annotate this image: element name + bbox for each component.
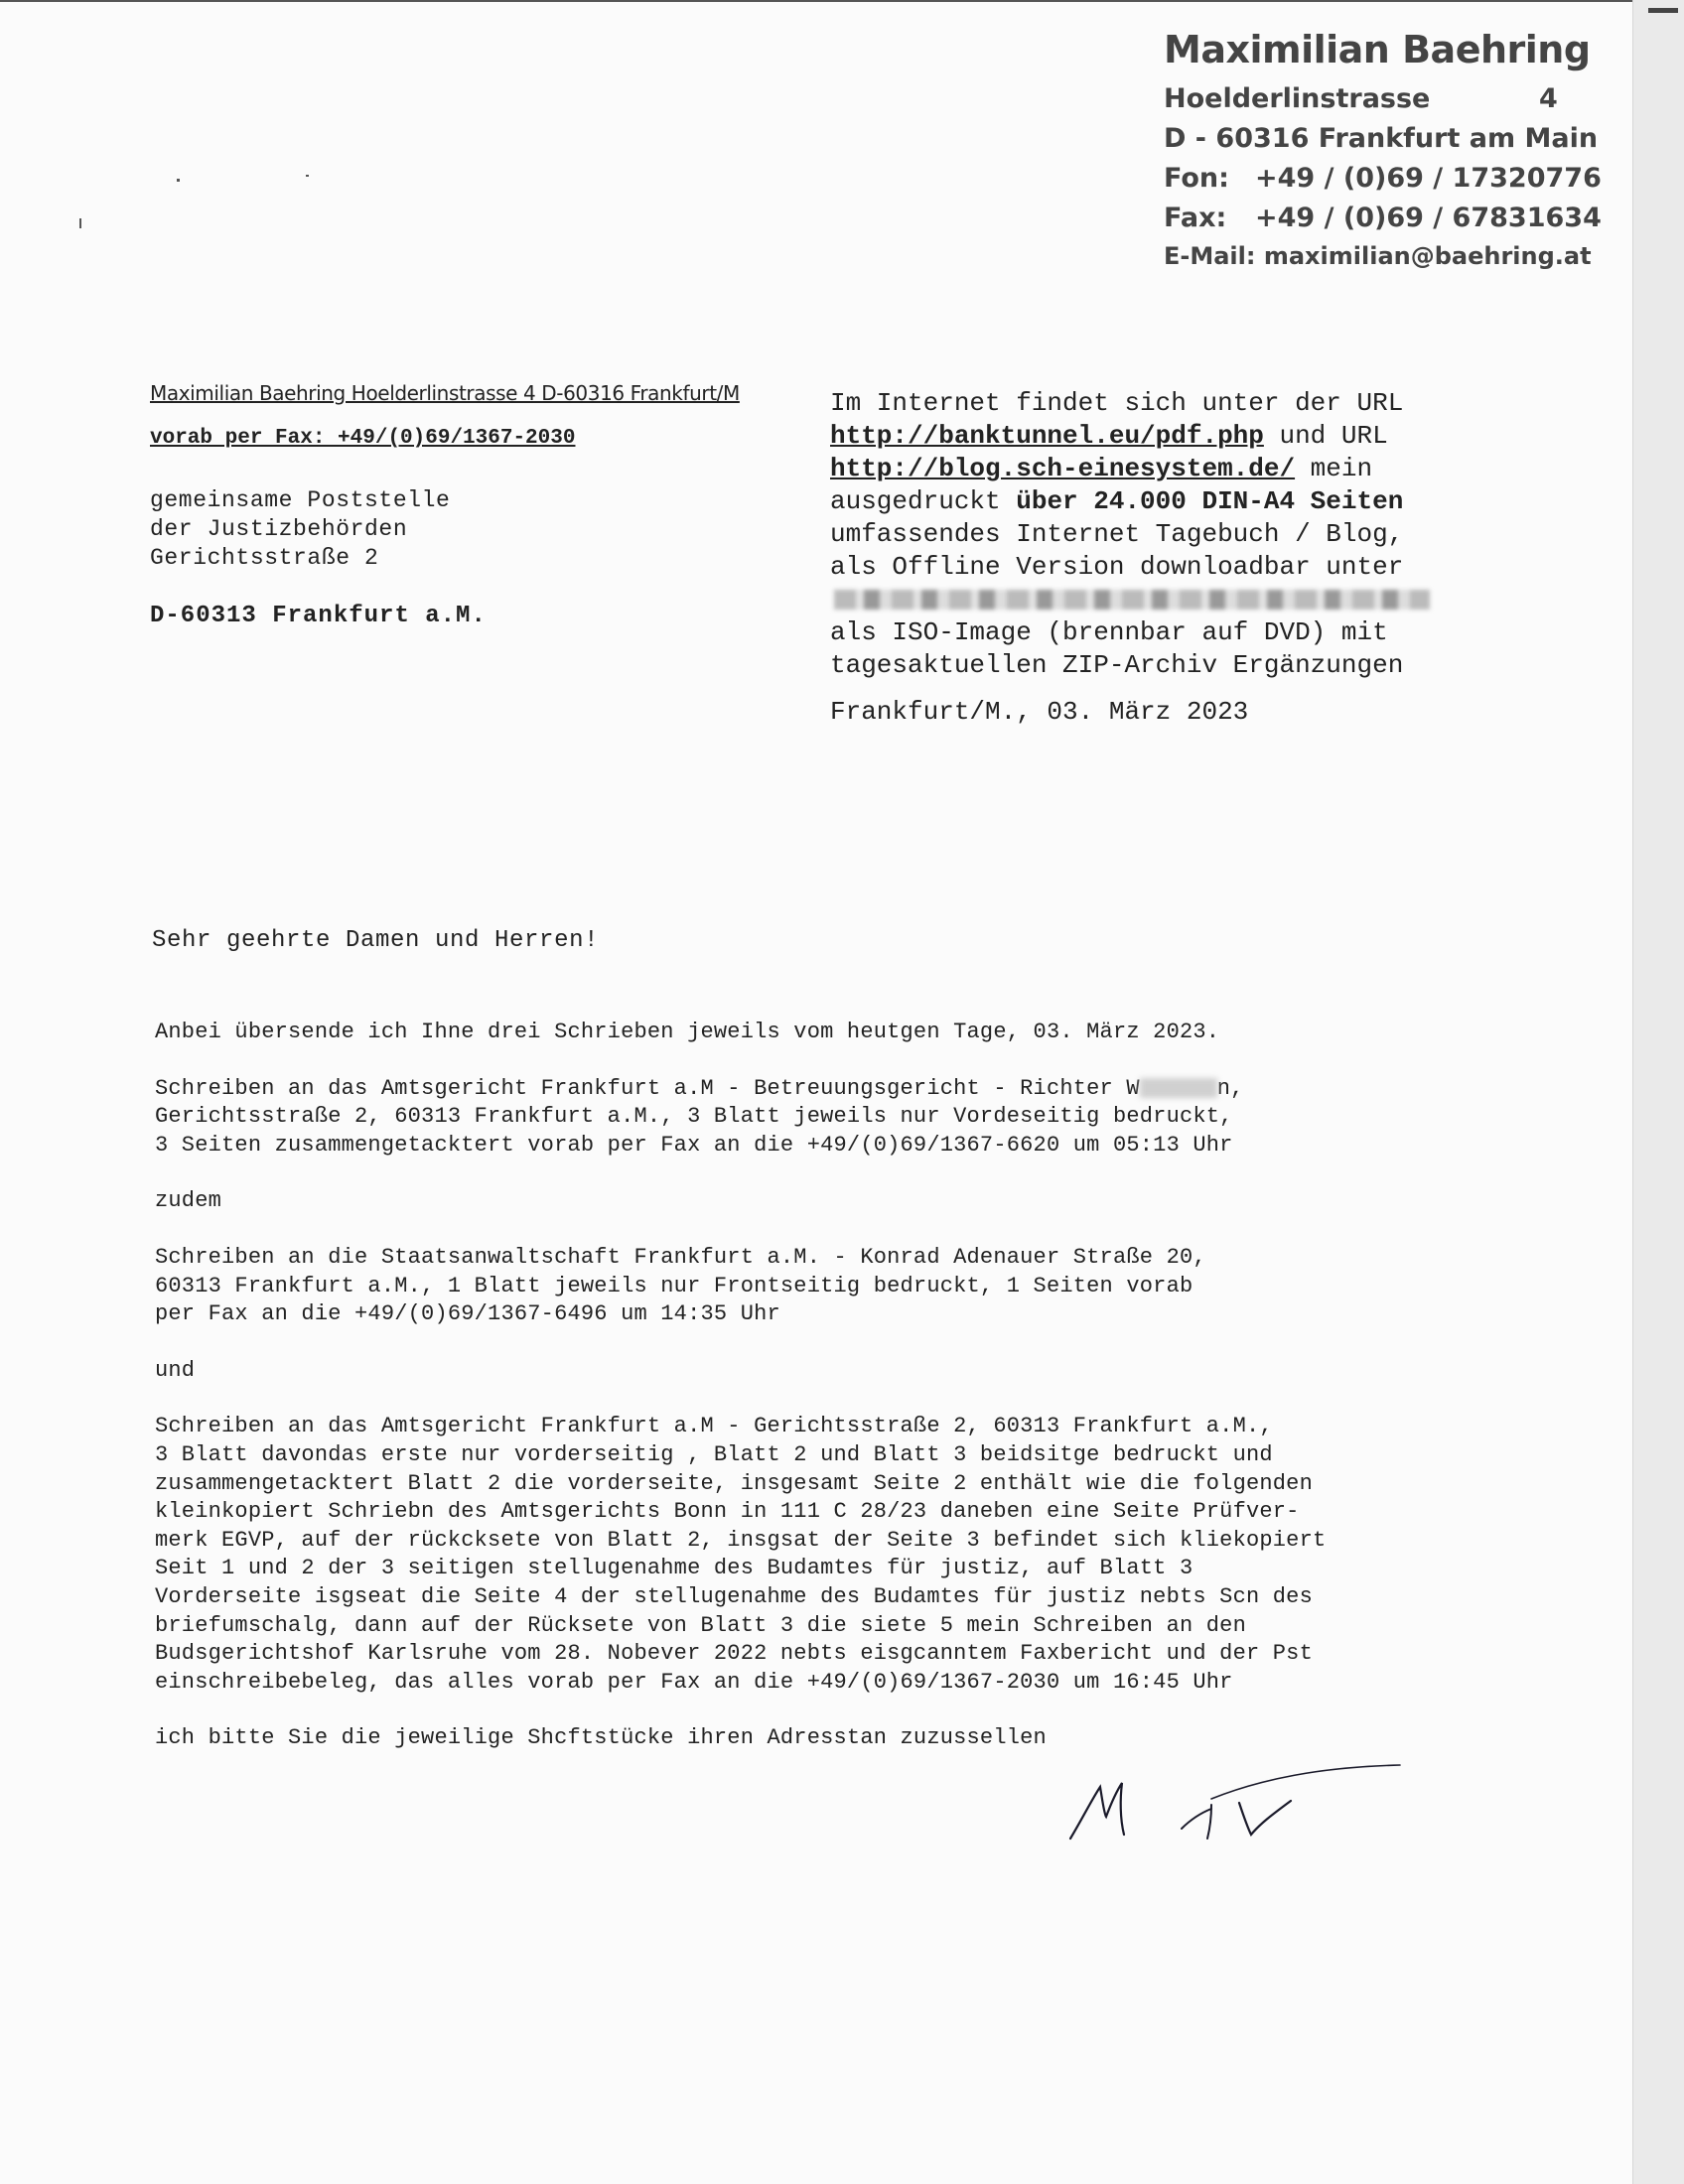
- body-line: [155, 1075, 1545, 1104]
- body-line: Seit 1 und 2 der 3 seitigen stellugenahme des Budamtes für justiz, auf Blatt 3: [155, 1556, 1193, 1581]
- body-line: Schreiben an das Amtsgericht Frankfurt a.M - Gerichtsstraße 2, 60313 Frankfurt a.M.,: [155, 1414, 1273, 1439]
- letterhead-fax-line: [1164, 199, 1602, 238]
- info-text: ausgedruckt: [830, 486, 1017, 516]
- salutation: Sehr geehrte Damen und Herren!: [152, 927, 600, 954]
- body-line: briefumschalg, dann auf der Rücksete von Blatt 3 die siete 5 mein Schreiben an den: [155, 1612, 1246, 1638]
- body-text: n,: [1216, 1075, 1244, 1101]
- scan-speck: [79, 218, 81, 228]
- recipient-line-3: Gerichtsstraße 2: [150, 545, 379, 571]
- scan-speck: [306, 175, 309, 177]
- body-line: 60313 Frankfurt a.M., 1 Blatt jeweils nur Frontseitig bedruckt, 1 Seiten vorab: [155, 1273, 1193, 1298]
- internet-info-box: [830, 387, 1485, 682]
- info-line: Im Internet findet sich unter der URL: [830, 388, 1404, 418]
- corner-mark: [1648, 8, 1678, 13]
- fax-notice: vorab per Fax: +49/(0)69/1367-2030: [150, 427, 576, 450]
- info-line: [830, 453, 1485, 485]
- letterhead-city: D - 60316 Frankfurt am Main: [1164, 123, 1599, 154]
- body-line: Vorderseite isgseat die Seite 4 der stellugenahme des Budamtes für justiz nebts Scn des: [155, 1583, 1313, 1609]
- info-line: [830, 485, 1485, 518]
- scan-speck: [177, 179, 180, 182]
- body-line: und: [155, 1357, 196, 1383]
- url-link-blog[interactable]: http://blog.sch-einesystem.de/: [830, 454, 1296, 483]
- body-line: zusammengetacktert Blatt 2 die vorderseite, insgesamt Seite 2 enthält wie die folgenden: [155, 1470, 1313, 1496]
- phone-label: Fon:: [1164, 163, 1229, 194]
- info-line: als Offline Version downloadbar unter: [830, 552, 1404, 582]
- body-line: merk EGVP, auf der rückcksete von Blatt 2, insgsat der Seite 3 befindet sich kliekopiert: [155, 1527, 1327, 1553]
- info-line: umfassendes Internet Tagebuch / Blog,: [830, 519, 1404, 549]
- info-line: tagesaktuellen ZIP-Archiv Ergänzungen: [830, 650, 1404, 680]
- body-line: per Fax an die +49/(0)69/1367-6496 um 14:35 Uhr: [155, 1301, 780, 1327]
- info-pages-count: über 24.000 DIN-A4 Seiten: [1016, 486, 1404, 516]
- body-text: Schreiben an das Amtsgericht Frankfurt a.M - Betreuungsgericht - Richter W: [155, 1075, 1140, 1101]
- letter-body: [155, 1019, 1545, 1753]
- phone-number: +49 / (0)69 / 17320776: [1255, 163, 1602, 194]
- letterhead-street-line: [1164, 79, 1602, 119]
- body-line: 3 Seiten zusammengetacktert vorab per Fax an die +49/(0)69/1367-6620 um 05:13 Uhr: [155, 1132, 1233, 1158]
- fax-number: +49 / (0)69 / 67831634: [1255, 203, 1602, 233]
- info-text: und URL: [1263, 421, 1388, 451]
- body-line: kleinkopiert Schriebn des Amtsgerichts Bonn in 111 C 28/23 daneben eine Seite Prüfver-: [155, 1499, 1300, 1525]
- url-link-banktunnel[interactable]: http://banktunnel.eu/pdf.php: [830, 421, 1264, 451]
- recipient-line-2: der Justizbehörden: [150, 516, 408, 542]
- letterhead-email: E-Mail: maximilian@baehring.at: [1164, 242, 1592, 270]
- sender-return-line: Maximilian Baehring Hoelderlinstrasse 4 D-60316 Frankfurt/M: [150, 381, 740, 405]
- body-line: Schreiben an die Staatsanwaltschaft Frankfurt a.M. - Konrad Adenauer Straße 20,: [155, 1244, 1206, 1270]
- letterhead: [1164, 28, 1602, 274]
- info-redacted-url: [830, 584, 1485, 616]
- body-line: ich bitte Sie die jeweilige Shcftstücke ihren Adresstan zuzussellen: [155, 1725, 1047, 1751]
- fax-label: Fax:: [1164, 203, 1227, 233]
- date-line: Frankfurt/M., 03. März 2023: [830, 697, 1249, 727]
- letterhead-house-number: 4: [1539, 83, 1558, 114]
- body-line: Budsgerichtshof Karlsruhe vom 28. Nobever 2022 nebts eisgcanntem Faxbericht und der Pst: [155, 1641, 1313, 1667]
- info-line: [830, 420, 1485, 453]
- signature: [1062, 1739, 1410, 1858]
- body-line: Gerichtsstraße 2, 60313 Frankfurt a.M., 3 Blatt jeweils nur Vordeseitig bedruckt,: [155, 1104, 1233, 1130]
- recipient-line-1: gemeinsame Poststelle: [150, 487, 451, 513]
- redacted-url: [834, 590, 1430, 610]
- letterhead-street: Hoelderlinstrasse: [1164, 83, 1431, 114]
- body-line: zudem: [155, 1188, 222, 1214]
- body-line: Anbei übersende ich Ihne drei Schrieben jeweils vom heutgen Tage, 03. März 2023.: [155, 1020, 1220, 1044]
- letterhead-name: Maximilian Baehring: [1164, 28, 1591, 71]
- recipient-city: D-60313 Frankfurt a.M.: [150, 603, 487, 629]
- body-line: 3 Blatt davondas erste nur vorderseitig , Blatt 2 und Blatt 3 beidsitge bedruckt und: [155, 1441, 1273, 1467]
- body-line: einschreibebeleg, das alles vorab per Fax an die +49/(0)69/1367-2030 um 16:45 Uhr: [155, 1669, 1233, 1695]
- page-edge: [1632, 0, 1684, 2184]
- info-line: als ISO-Image (brennbar auf DVD) mit: [830, 617, 1388, 647]
- info-text: mein: [1295, 454, 1373, 483]
- top-edge-line: [0, 0, 1632, 2]
- recipient-address: [150, 486, 450, 573]
- letterhead-phone-line: [1164, 159, 1602, 199]
- redacted-name: [1140, 1078, 1217, 1098]
